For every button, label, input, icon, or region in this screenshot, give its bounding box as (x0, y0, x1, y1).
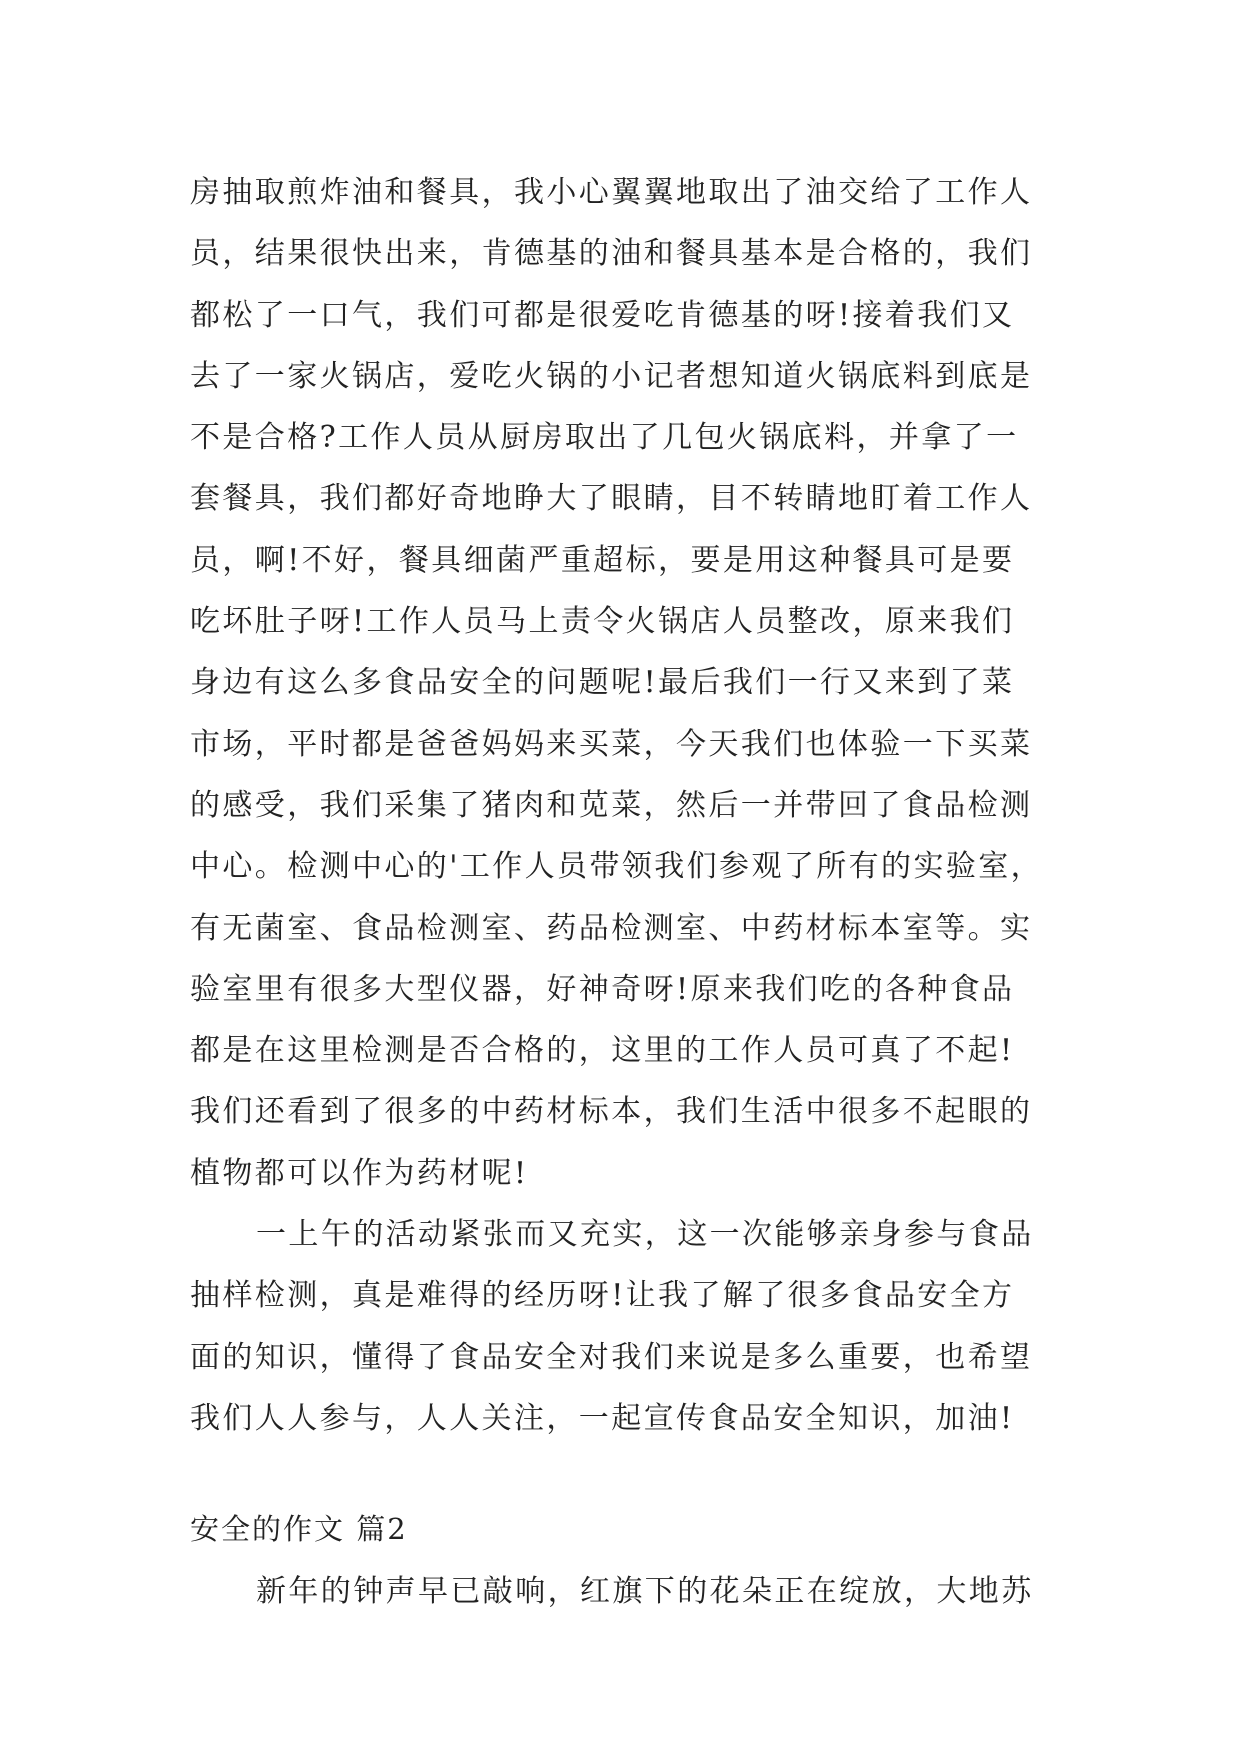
text-line: 都松了一口气，我们可都是很爱吃肯德基的呀!接着我们又 (190, 297, 1015, 333)
paragraph-3 (190, 1561, 1070, 1622)
text-line: 一上午的活动紧张而又充实，这一次能够亲身参与食品 (256, 1217, 1034, 1253)
paragraph-1 (190, 162, 1070, 1204)
text-line: 房抽取煎炸油和餐具，我小心翼翼地取出了油交给了工作人 (190, 175, 1033, 210)
text-line: 身边有这么多食品安全的问题呢!最后我们一行又来到了菜 (190, 665, 1015, 701)
text-line: 验室里有很多大型仪器，好神奇呀!原来我们吃的各种食品 (190, 971, 1015, 1007)
text-line: 中心。检测中心的'工作人员带领我们参观了所有的实验室， (190, 849, 1044, 885)
text-line: 员，啊!不好，餐具细菌严重超标，要是用这种餐具可是要 (190, 542, 1015, 578)
text-line: 我们还看到了很多的中药材标本，我们生活中很多不起眼的 (190, 1094, 1033, 1130)
text-line: 抽样检测，真是难得的经历呀!让我了解了很多食品安全方 (190, 1278, 1015, 1314)
text-line: 我们人人参与，人人关注，一起宣传食品安全知识，加油! (190, 1400, 1015, 1436)
text-line: 植物都可以作为药材呢! (190, 1155, 529, 1191)
text-line: 的感受，我们采集了猪肉和苋菜，然后一并带回了食品检测 (190, 787, 1033, 823)
text-line: 吃坏肚子呀!工作人员马上责令火锅店人员整改，原来我们 (190, 604, 1015, 640)
section-heading: 安全的作文 篇2 (190, 1512, 408, 1547)
text-line: 员，结果很快出来，肯德基的油和餐具基本是合格的，我们 (190, 236, 1033, 272)
text-line: 不是合格?工作人员从厨房取出了几包火锅底料，并拿了一 (190, 420, 1019, 456)
text-line: 有无菌室、食品检测室、药品检测室、中药材标本室等。实 (190, 910, 1033, 946)
text-line: 市场，平时都是爸爸妈妈来买菜，今天我们也体验一下买菜 (190, 726, 1033, 762)
text-line: 都是在这里检测是否合格的，这里的工作人员可真了不起! (190, 1033, 1015, 1069)
paragraph-2 (190, 1204, 1070, 1449)
document-body (190, 162, 1070, 1622)
text-line: 去了一家火锅店，爱吃火锅的小记者想知道火锅底料到底是 (190, 358, 1033, 394)
text-line: 面的知识，懂得了食品安全对我们来说是多么重要，也希望 (190, 1339, 1033, 1375)
text-line: 套餐具，我们都好奇地睁大了眼睛，目不转睛地盯着工作人 (190, 481, 1033, 517)
text-line: 新年的钟声早已敲响，红旗下的花朵正在绽放，大地苏 (256, 1573, 1034, 1609)
